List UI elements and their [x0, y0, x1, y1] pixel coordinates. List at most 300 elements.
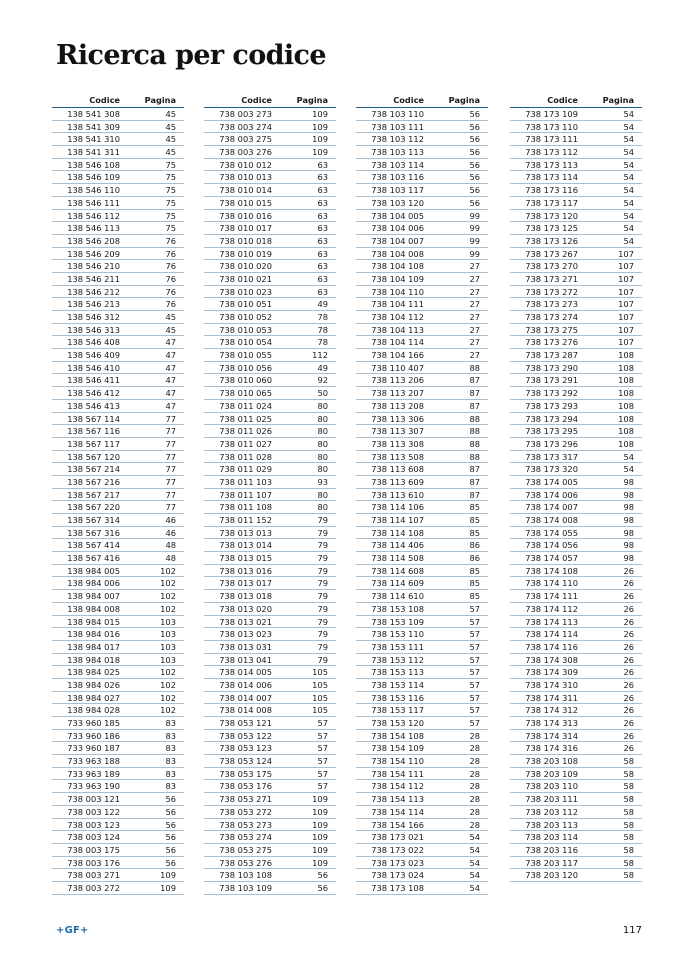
code-cell: 738 011 107: [219, 489, 272, 500]
page-cell: 98: [623, 540, 634, 551]
code-cell: 738 013 017: [219, 578, 272, 589]
table-row: [52, 463, 184, 476]
table-row: [52, 324, 184, 337]
page-cell: 26: [623, 667, 634, 678]
table-row: [204, 742, 336, 755]
table-row: [510, 425, 642, 438]
table-row: [356, 210, 488, 223]
code-cell: 738 153 120: [371, 718, 424, 728]
page-cell: 57: [317, 768, 328, 779]
table-row: [52, 793, 184, 806]
page-cell: 58: [623, 806, 634, 817]
page-cell: 58: [623, 819, 634, 830]
code-cell: 138 984 027: [67, 692, 120, 703]
table-row: [356, 501, 488, 514]
page-cell: 45: [165, 147, 176, 158]
code-cell: 738 003 272: [67, 882, 120, 893]
page-title: Ricerca per codice: [56, 40, 326, 71]
code-cell: 738 014 006: [219, 679, 272, 690]
page-cell: 46: [165, 515, 176, 525]
table-row: [52, 577, 184, 590]
code-cell: 738 173 290: [525, 362, 578, 373]
page-cell: 86: [469, 540, 480, 551]
page-cell: 109: [160, 870, 176, 881]
table-row: [510, 197, 642, 210]
page-cell: 79: [317, 540, 328, 551]
code-cell: 738 013 014: [219, 540, 272, 551]
table-row: [510, 362, 642, 375]
code-cell: 738 174 008: [525, 515, 578, 525]
code-cell: 738 203 112: [525, 806, 578, 817]
table-row: [510, 260, 642, 273]
page-cell: 103: [160, 616, 176, 627]
page-cell: 47: [165, 388, 176, 399]
page-cell: 58: [623, 870, 634, 881]
table-row: [52, 742, 184, 755]
table-row: [52, 298, 184, 311]
code-cell: 138 984 018: [67, 654, 120, 665]
code-cell: 738 053 175: [219, 768, 272, 779]
table-row: [204, 197, 336, 210]
page-cell: 56: [165, 844, 176, 855]
code-cell: 738 173 116: [525, 185, 578, 196]
page-cell: 54: [469, 857, 480, 868]
code-cell: 738 174 006: [525, 489, 578, 500]
table-row: [52, 349, 184, 362]
code-cell: 738 003 175: [67, 844, 120, 855]
page-cell: 83: [165, 718, 176, 728]
table-row: [204, 844, 336, 857]
page-cell: 109: [312, 134, 328, 145]
code-cell: 738 010 023: [219, 286, 272, 297]
page-cell: 28: [469, 819, 480, 830]
table-row: [204, 222, 336, 235]
code-cell: 738 154 110: [371, 756, 424, 767]
page-cell: 80: [317, 438, 328, 449]
page-cell: 54: [623, 235, 634, 246]
code-cell: 738 113 206: [371, 375, 424, 386]
code-table-column-4: [510, 95, 642, 882]
page-cell: 85: [469, 565, 480, 576]
table-row: [510, 819, 642, 832]
code-cell: 738 113 308: [371, 438, 424, 449]
page-cell: 58: [623, 756, 634, 767]
table-row: [204, 324, 336, 337]
page-cell: 109: [312, 147, 328, 158]
page-cell: 26: [623, 654, 634, 665]
table-row: [356, 184, 488, 197]
code-cell: 738 014 007: [219, 692, 272, 703]
table-row: [204, 527, 336, 540]
table-row: [356, 476, 488, 489]
code-cell: 738 174 114: [525, 629, 578, 640]
page-cell: 109: [160, 882, 176, 893]
table-row: [356, 857, 488, 870]
code-cell: 738 173 112: [525, 147, 578, 158]
page-cell: 50: [317, 388, 328, 399]
table-row: [510, 692, 642, 705]
page-cell: 103: [160, 654, 176, 665]
table-row: [52, 210, 184, 223]
table-row: [510, 184, 642, 197]
table-row: [204, 438, 336, 451]
code-cell: 738 053 124: [219, 756, 272, 767]
header-page: Pagina: [602, 95, 634, 105]
page-cell: 109: [312, 857, 328, 868]
page-cell: 102: [160, 705, 176, 716]
page-cell: 28: [469, 743, 480, 754]
code-cell: 738 010 020: [219, 261, 272, 272]
page-cell: 56: [469, 147, 480, 158]
page-cell: 47: [165, 362, 176, 373]
code-cell: 738 203 110: [525, 781, 578, 792]
page-cell: 103: [160, 641, 176, 652]
code-cell: 738 104 113: [371, 324, 424, 335]
table-row: [52, 590, 184, 603]
table-row: [52, 146, 184, 159]
code-cell: 738 003 123: [67, 819, 120, 830]
code-cell: 738 174 314: [525, 730, 578, 741]
code-cell: 738 153 116: [371, 692, 424, 703]
table-row: [510, 565, 642, 578]
code-cell: 738 173 294: [525, 413, 578, 424]
table-row: [356, 349, 488, 362]
code-cell: 738 103 114: [371, 159, 424, 170]
table-row: [356, 819, 488, 832]
code-cell: 738 174 110: [525, 578, 578, 589]
code-cell: 738 203 117: [525, 857, 578, 868]
code-cell: 738 010 016: [219, 210, 272, 221]
page-cell: 54: [469, 832, 480, 843]
code-cell: 738 103 110: [371, 109, 424, 119]
page-cell: 26: [623, 629, 634, 640]
page-cell: 54: [623, 109, 634, 119]
table-row: [510, 108, 642, 121]
page-cell: 76: [165, 286, 176, 297]
table-row: [356, 768, 488, 781]
page-cell: 86: [469, 553, 480, 564]
page-cell: 109: [312, 819, 328, 830]
page-cell: 85: [469, 578, 480, 589]
page-cell: 88: [469, 426, 480, 437]
page-cell: 75: [165, 159, 176, 170]
code-cell: 738 010 019: [219, 248, 272, 259]
table-row: [52, 527, 184, 540]
table-row: [510, 463, 642, 476]
code-cell: 138 546 412: [67, 388, 120, 399]
page-cell: 54: [623, 121, 634, 132]
code-cell: 738 003 124: [67, 832, 120, 843]
page-cell: 98: [623, 527, 634, 538]
page-cell: 56: [165, 806, 176, 817]
page-cell: 80: [317, 464, 328, 475]
page-cell: 26: [623, 603, 634, 614]
code-cell: 738 013 018: [219, 591, 272, 602]
page-cell: 79: [317, 603, 328, 614]
page-cell: 98: [623, 489, 634, 500]
page-cell: 75: [165, 223, 176, 234]
code-cell: 738 153 117: [371, 705, 424, 716]
code-cell: 738 013 021: [219, 616, 272, 627]
code-cell: 738 010 018: [219, 235, 272, 246]
header-code: Codice: [393, 95, 424, 105]
header-page: Pagina: [296, 95, 328, 105]
table-row: [510, 552, 642, 565]
page-cell: 27: [469, 337, 480, 348]
page-cell: 26: [623, 730, 634, 741]
page-cell: 57: [317, 730, 328, 741]
code-cell: 138 546 110: [67, 185, 120, 196]
code-cell: 738 010 015: [219, 197, 272, 208]
code-cell: 738 104 114: [371, 337, 424, 348]
page-cell: 80: [317, 400, 328, 411]
page-cell: 83: [165, 768, 176, 779]
page-cell: 48: [165, 540, 176, 551]
table-row: [356, 489, 488, 502]
table-row: [356, 222, 488, 235]
code-cell: 138 984 005: [67, 565, 120, 576]
code-cell: 738 173 023: [371, 857, 424, 868]
table-row: [52, 184, 184, 197]
code-cell: 138 567 416: [67, 553, 120, 564]
code-cell: 738 154 109: [371, 743, 424, 754]
code-cell: 138 546 410: [67, 362, 120, 373]
page-cell: 26: [623, 641, 634, 652]
table-row: [52, 869, 184, 882]
table-row: [356, 882, 488, 895]
page-cell: 87: [469, 375, 480, 386]
header-page: Pagina: [448, 95, 480, 105]
page-cell: 79: [317, 591, 328, 602]
page-cell: 102: [160, 591, 176, 602]
table-row: [52, 374, 184, 387]
table-row: [52, 222, 184, 235]
table-row: [52, 362, 184, 375]
table-row: [356, 628, 488, 641]
code-cell: 738 053 271: [219, 794, 272, 805]
table-row: [510, 400, 642, 413]
table-header: [52, 95, 184, 108]
table-row: [204, 616, 336, 629]
table-row: [510, 831, 642, 844]
table-row: [52, 755, 184, 768]
page-cell: 45: [165, 312, 176, 322]
page-cell: 58: [623, 768, 634, 779]
table-row: [510, 730, 642, 743]
table-row: [52, 400, 184, 413]
code-cell: 138 984 016: [67, 629, 120, 640]
page-cell: 107: [618, 324, 634, 335]
code-cell: 738 011 028: [219, 451, 272, 462]
table-row: [204, 679, 336, 692]
table-row: [510, 324, 642, 337]
table-row: [204, 146, 336, 159]
page-cell: 85: [469, 502, 480, 513]
code-cell: 738 173 270: [525, 261, 578, 272]
page-cell: 108: [618, 438, 634, 449]
table-row: [204, 159, 336, 172]
page-cell: 87: [469, 476, 480, 487]
page-cell: 63: [317, 273, 328, 284]
code-cell: 738 114 106: [371, 502, 424, 513]
page-cell: 108: [618, 426, 634, 437]
page-cell: 102: [160, 565, 176, 576]
page-cell: 27: [469, 261, 480, 272]
page-cell: 105: [312, 667, 328, 678]
page-cell: 105: [312, 679, 328, 690]
page-cell: 87: [469, 489, 480, 500]
page-cell: 63: [317, 159, 328, 170]
code-cell: 738 113 207: [371, 388, 424, 399]
table-row: [356, 679, 488, 692]
table-row: [204, 260, 336, 273]
code-cell: 138 567 216: [67, 476, 120, 487]
page-cell: 47: [165, 375, 176, 386]
code-cell: 138 546 313: [67, 324, 120, 335]
table-row: [52, 171, 184, 184]
page-cell: 57: [317, 718, 328, 728]
page-cell: 77: [165, 489, 176, 500]
page-cell: 77: [165, 451, 176, 462]
table-row: [52, 235, 184, 248]
table-row: [356, 463, 488, 476]
page-cell: 92: [317, 375, 328, 386]
code-cell: 738 173 293: [525, 400, 578, 411]
table-row: [510, 248, 642, 261]
page-cell: 54: [469, 882, 480, 893]
code-cell: 738 173 126: [525, 235, 578, 246]
code-cell: 138 984 015: [67, 616, 120, 627]
page-cell: 58: [623, 832, 634, 843]
page-cell: 102: [160, 679, 176, 690]
page-cell: 57: [469, 692, 480, 703]
code-cell: 738 104 111: [371, 299, 424, 310]
code-cell: 738 173 320: [525, 464, 578, 475]
table-row: [510, 717, 642, 730]
table-row: [510, 679, 642, 692]
table-row: [356, 654, 488, 667]
code-cell: 738 103 116: [371, 172, 424, 183]
table-row: [356, 552, 488, 565]
code-cell: 138 546 109: [67, 172, 120, 183]
page-cell: 75: [165, 185, 176, 196]
page-cell: 98: [623, 502, 634, 513]
page-cell: 107: [618, 261, 634, 272]
page-cell: 63: [317, 210, 328, 221]
table-row: [356, 844, 488, 857]
page-cell: 57: [469, 705, 480, 716]
table-row: [52, 565, 184, 578]
table-row: [52, 616, 184, 629]
code-cell: 138 546 213: [67, 299, 120, 310]
page-cell: 57: [469, 679, 480, 690]
code-cell: 738 003 276: [219, 147, 272, 158]
table-row: [204, 577, 336, 590]
page-cell: 46: [165, 527, 176, 538]
page-cell: 99: [469, 223, 480, 234]
table-row: [356, 616, 488, 629]
page-cell: 26: [623, 705, 634, 716]
table-row: [204, 451, 336, 464]
page-cell: 47: [165, 350, 176, 361]
table-row: [204, 133, 336, 146]
table-row: [52, 552, 184, 565]
code-cell: 738 173 109: [525, 109, 578, 119]
page-cell: 108: [618, 400, 634, 411]
table-row: [204, 501, 336, 514]
code-cell: 738 173 021: [371, 832, 424, 843]
page-cell: 88: [469, 362, 480, 373]
page-cell: 77: [165, 464, 176, 475]
table-row: [204, 831, 336, 844]
table-header: [204, 95, 336, 108]
page-cell: 57: [317, 743, 328, 754]
code-cell: 738 003 271: [67, 870, 120, 881]
page-cell: 63: [317, 185, 328, 196]
code-cell: 738 153 111: [371, 641, 424, 652]
page-cell: 87: [469, 464, 480, 475]
table-row: [510, 159, 642, 172]
table-row: [52, 489, 184, 502]
page-cell: 49: [317, 299, 328, 310]
table-row: [52, 476, 184, 489]
table-row: [52, 692, 184, 705]
table-row: [52, 780, 184, 793]
code-cell: 738 013 041: [219, 654, 272, 665]
code-cell: 738 003 176: [67, 857, 120, 868]
table-row: [356, 374, 488, 387]
page-cell: 79: [317, 515, 328, 525]
code-cell: 738 174 005: [525, 476, 578, 487]
table-row: [356, 780, 488, 793]
table-row: [510, 438, 642, 451]
code-cell: 138 984 028: [67, 705, 120, 716]
page-cell: 107: [618, 312, 634, 322]
code-cell: 733 963 189: [67, 768, 120, 779]
page-cell: 28: [469, 730, 480, 741]
code-cell: 738 173 291: [525, 375, 578, 386]
code-cell: 738 053 276: [219, 857, 272, 868]
code-cell: 738 173 292: [525, 388, 578, 399]
table-row: [356, 248, 488, 261]
page-cell: 28: [469, 794, 480, 805]
table-row: [52, 260, 184, 273]
table-row: [510, 857, 642, 870]
table-row: [356, 121, 488, 134]
code-cell: 138 567 217: [67, 489, 120, 500]
table-row: [356, 286, 488, 299]
code-cell: 738 153 112: [371, 654, 424, 665]
table-row: [204, 171, 336, 184]
code-cell: 738 103 108: [219, 870, 272, 881]
code-cell: 738 104 006: [371, 223, 424, 234]
page-cell: 56: [317, 870, 328, 881]
page-cell: 56: [165, 857, 176, 868]
table-row: [510, 298, 642, 311]
code-cell: 138 546 312: [67, 312, 120, 322]
table-row: [510, 387, 642, 400]
table-row: [204, 184, 336, 197]
page-cell: 27: [469, 312, 480, 322]
code-cell: 738 013 015: [219, 553, 272, 564]
code-cell: 738 114 608: [371, 565, 424, 576]
table-row: [356, 717, 488, 730]
code-cell: 138 541 310: [67, 134, 120, 145]
table-row: [356, 565, 488, 578]
page-cell: 107: [618, 337, 634, 348]
table-row: [204, 869, 336, 882]
page-cell: 57: [469, 603, 480, 614]
